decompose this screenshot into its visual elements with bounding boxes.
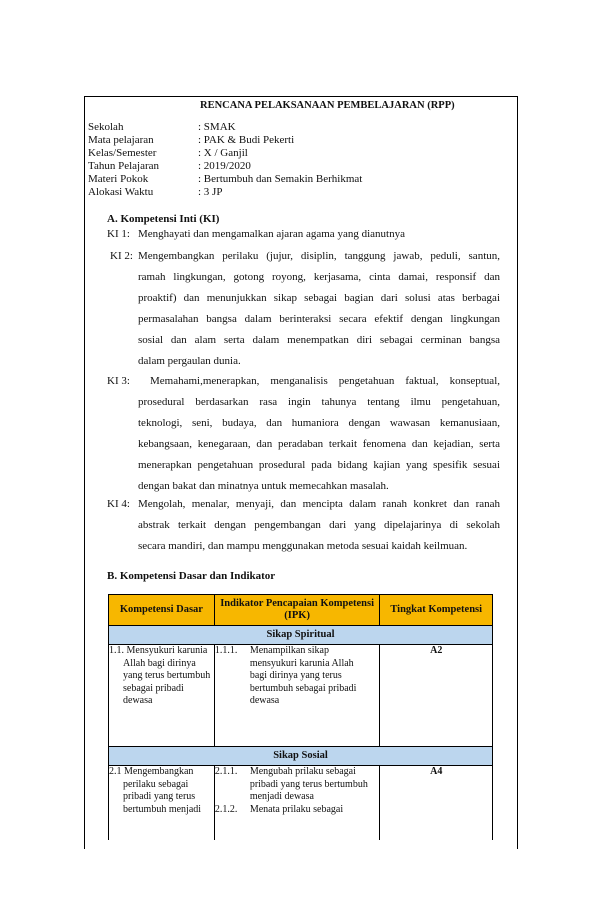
- level-cell: A4: [380, 766, 493, 840]
- ki3-line: dengan bakat dan minatnya untuk memecahkan masalah.: [138, 480, 389, 492]
- kd-cell: 1.1. Mensyukuri karunia Allah bagi dirinya yang terus bertumbuh sebagai pribadi dewasa: [109, 645, 215, 747]
- section-a-heading: A. Kompetensi Inti (KI): [107, 213, 220, 225]
- column-header: Indikator Pencapaian Kompetensi (IPK): [214, 595, 380, 626]
- table-row: [109, 645, 493, 747]
- column-header: Tingkat Kompetensi: [380, 595, 493, 626]
- ki3-line: kebangsaan, kenegaraan, dan peradaban terkait fenomena dan kejadian, serta: [138, 438, 500, 450]
- ki3-label: KI 3:: [107, 375, 130, 387]
- ki1-label: KI 1:: [107, 228, 130, 240]
- level-cell: A2: [380, 645, 493, 747]
- kd-cell: 2.1 Mengembangkan perilaku sebagai pribadi yang terus bertumbuh menjadi: [109, 766, 215, 840]
- ipk-cell: 2.1.1. Mengubah prilaku sebagai pribadi yang terus bertumbuh menjadi dewasa 2.1.2. Menata prilaku sebagai: [214, 766, 380, 840]
- ki3-line: Memahami,menerapkan, menganalisis pengetahuan faktual, konseptual,: [150, 375, 500, 387]
- ki2-line: proaktif) dan menunjukkan sikap sebagai bagian dari solusi atas berbagai: [138, 292, 500, 304]
- ki2-line: sosial dan alam serta dalam menempatkan diri sebagai cerminan bangsa: [138, 334, 500, 346]
- ki2-line: permasalahan bangsa dalam berinteraksi secara efektif dengan lingkungan: [138, 313, 500, 325]
- ki4-line: Mengolah, menalar, menyaji, dan mencipta dalam ranah konkret dan ranah: [138, 498, 500, 510]
- ki3-line: prosedural berdasarkan rasa ingin tahunya tentang ilmu pengetahuan,: [138, 396, 500, 408]
- ki3-line: menerapkan pengetahuan prosedural pada bidang kajian yang spesifik sesuai: [138, 459, 500, 471]
- table-row: [109, 766, 493, 840]
- ki2-line: dalam pergaulan dunia.: [138, 355, 241, 367]
- document-title: RENCANA PELAKSANAAN PEMBELAJARAN (RPP): [200, 100, 455, 111]
- table-header-row: [109, 595, 493, 626]
- ki1-text: Menghayati dan mengamalkan ajaran agama yang dianutnya: [138, 228, 405, 240]
- column-header: Kompetensi Dasar: [109, 595, 215, 626]
- ki4-line: secara mandiri, dan mampu menggunakan metoda sesuai kaidah keilmuan.: [138, 540, 468, 552]
- band-social: Sikap Sosial: [109, 747, 493, 766]
- ki3-line: teknologi, seni, budaya, dan humaniora dengan wawasan kemanusiaan,: [138, 417, 500, 429]
- band-spiritual: Sikap Spiritual: [109, 626, 493, 645]
- competency-table: [108, 594, 493, 840]
- ki4-line: abstrak terkait dengan pengembangan dari yang dipelajarinya di sekolah: [138, 519, 500, 531]
- ki2-label: KI 2:: [110, 250, 133, 262]
- ipk-cell: 1.1.1. Menampilkan sikap mensyukuri karunia Allah bagi dirinya yang terus bertumbuh sebagai pribadi dewasa: [214, 645, 380, 747]
- ki2-line: ramah lingkungan, gotong royong, kerjasama, cinta damai, responsif dan: [138, 271, 500, 283]
- ki2-line: Mengembangkan perilaku (jujur, disiplin, tanggung jawab, peduli, santun,: [138, 250, 500, 262]
- ki4-label: KI 4:: [107, 498, 130, 510]
- section-b-heading: B. Kompetensi Dasar dan Indikator: [107, 570, 276, 582]
